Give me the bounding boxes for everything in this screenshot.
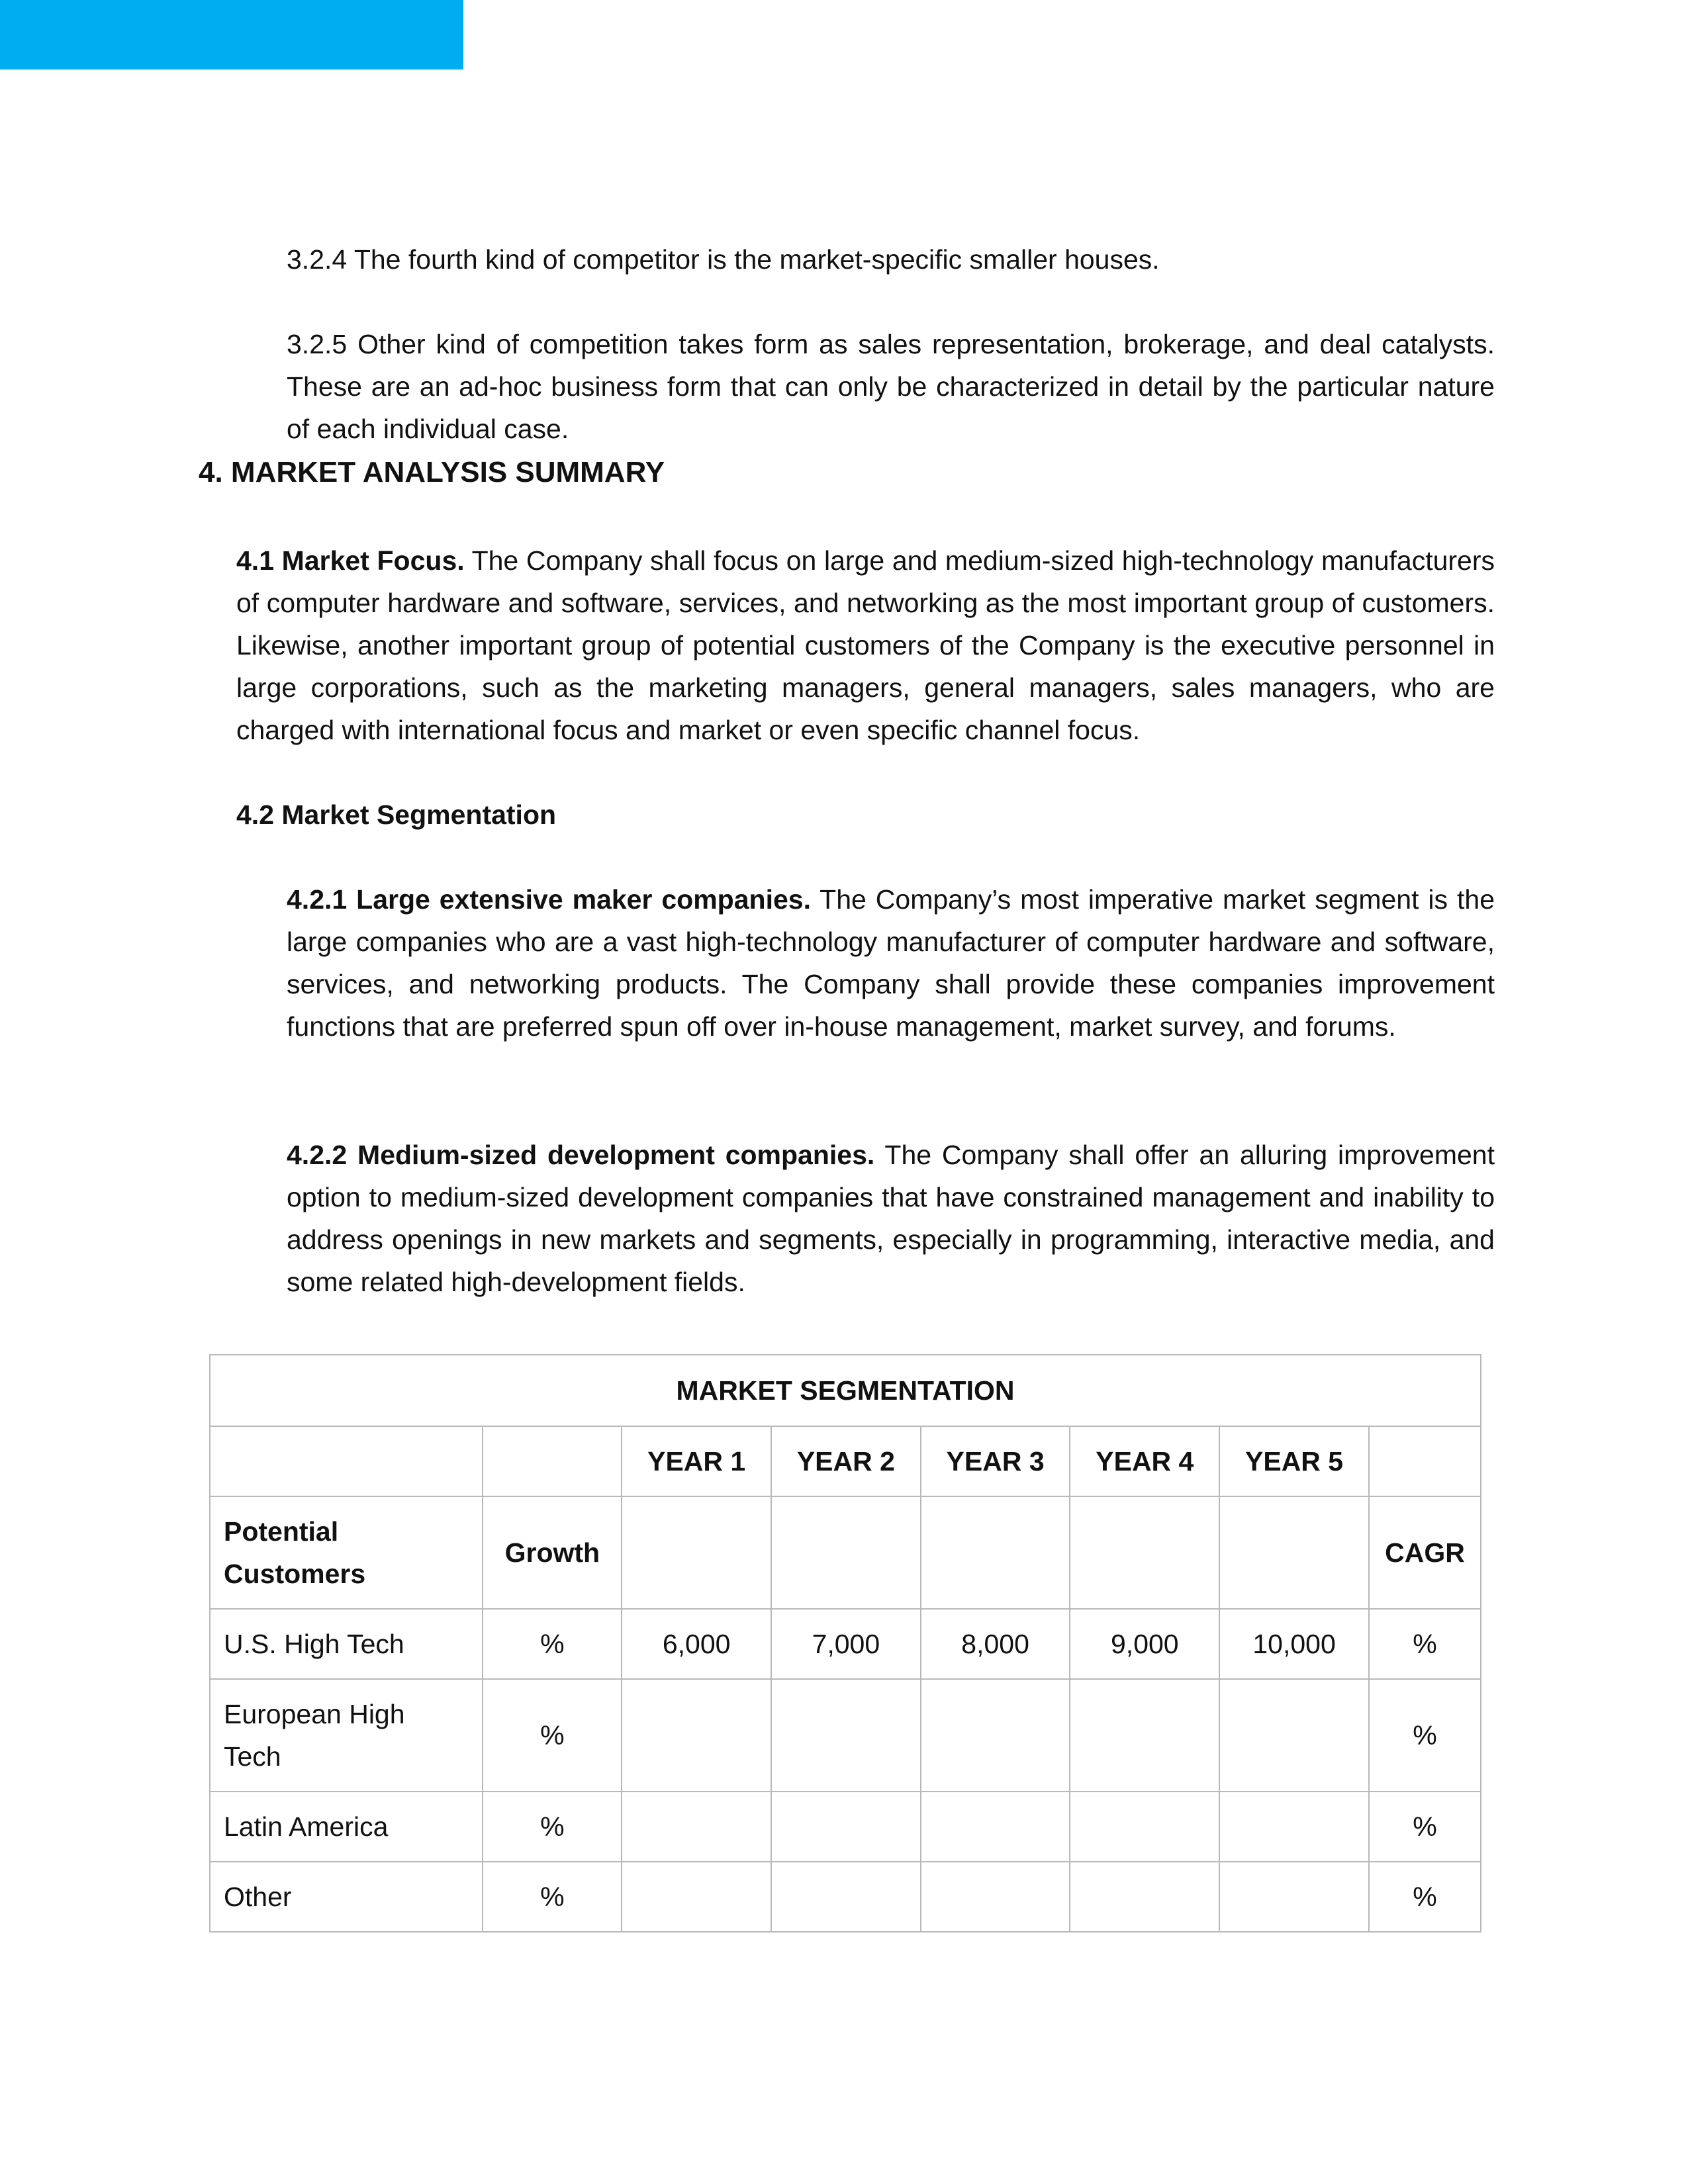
table-row bbox=[210, 1792, 1481, 1862]
table-title: MARKET SEGMENTATION bbox=[210, 1355, 1481, 1426]
paragraph-4-2-2-label: 4.2.2 Medium-sized development companies. bbox=[287, 1140, 875, 1170]
table-cell-cagr: % bbox=[1369, 1609, 1481, 1679]
table-cell-year-4 bbox=[1070, 1792, 1219, 1862]
table-empty-cell bbox=[921, 1496, 1070, 1609]
table-category-header-row bbox=[210, 1496, 1481, 1609]
table-cell-growth: % bbox=[483, 1679, 622, 1792]
table-header-cagr: CAGR bbox=[1369, 1496, 1481, 1609]
paragraph-4-2-2-text: The Company shall offer an alluring improvement option to medium-sized development companies that have constrained management and inability to address openings in new markets and segments, especially in programming, interactive media, and some related high-development fields. bbox=[287, 1140, 1495, 1297]
paragraph-4-2-1 bbox=[287, 878, 1495, 1048]
table-cell-growth: % bbox=[483, 1609, 622, 1679]
table-cell-name: Latin America bbox=[210, 1792, 483, 1862]
table-empty-cell bbox=[1070, 1496, 1219, 1609]
table-header-year-2: YEAR 2 bbox=[771, 1426, 921, 1496]
table-cell-cagr: % bbox=[1369, 1792, 1481, 1862]
section-heading-4: 4. MARKET ANALYSIS SUMMARY bbox=[199, 456, 665, 488]
table-cell-name: U.S. High Tech bbox=[210, 1609, 483, 1679]
table-cell-name: European High Tech bbox=[210, 1679, 483, 1792]
table-row bbox=[210, 1862, 1481, 1932]
table-cell-year-3 bbox=[921, 1862, 1070, 1932]
table-cell-year-2 bbox=[771, 1792, 921, 1862]
section-heading-4-2: 4.2 Market Segmentation bbox=[236, 799, 557, 830]
table-header-year-4: YEAR 4 bbox=[1070, 1426, 1219, 1496]
market-segmentation-table bbox=[209, 1354, 1481, 1933]
table-row bbox=[210, 1609, 1481, 1679]
table-cell-year-1 bbox=[622, 1679, 771, 1792]
paragraph-4-2-1-label: 4.2.1 Large extensive maker companies. bbox=[287, 884, 811, 915]
table-empty-cell bbox=[1369, 1426, 1481, 1496]
table-header-year-3: YEAR 3 bbox=[921, 1426, 1070, 1496]
header-accent-bar bbox=[0, 0, 463, 69]
table-cell-name: Other bbox=[210, 1862, 483, 1932]
table-header-growth: Growth bbox=[483, 1496, 622, 1609]
table-cell-year-1: 6,000 bbox=[622, 1609, 771, 1679]
table-empty-cell bbox=[1219, 1496, 1369, 1609]
table-cell-year-5 bbox=[1219, 1792, 1369, 1862]
table-cell-year-4 bbox=[1070, 1679, 1219, 1792]
paragraph-4-2-1-text: The Company’s most imperative market segment is the large companies who are a vast high-technology manufacturer of computer hardware and software, services, and networking products. The Company shall provide these companies improvement functions that are preferred spun off over in-house management, market survey, and forums. bbox=[287, 884, 1495, 1042]
table-empty-cell bbox=[771, 1496, 921, 1609]
table-cell-year-2 bbox=[771, 1862, 921, 1932]
table-cell-year-2 bbox=[771, 1679, 921, 1792]
paragraph-4-2-2 bbox=[287, 1134, 1495, 1303]
table-cell-year-5 bbox=[1219, 1862, 1369, 1932]
table-empty-cell bbox=[210, 1426, 483, 1496]
table-cell-growth: % bbox=[483, 1862, 622, 1932]
table-empty-cell bbox=[483, 1426, 622, 1496]
table-cell-cagr: % bbox=[1369, 1679, 1481, 1792]
table-cell-year-1 bbox=[622, 1792, 771, 1862]
table-cell-year-5: 10,000 bbox=[1219, 1609, 1369, 1679]
table-cell-year-4: 9,000 bbox=[1070, 1609, 1219, 1679]
table-year-header-row bbox=[210, 1426, 1481, 1496]
table-cell-year-2: 7,000 bbox=[771, 1609, 921, 1679]
table-header-year-5: YEAR 5 bbox=[1219, 1426, 1369, 1496]
table-empty-cell bbox=[622, 1496, 771, 1609]
paragraph-3-2-4: 3.2.4 The fourth kind of competitor is the market-specific smaller houses. bbox=[287, 244, 1160, 275]
table-header-year-1: YEAR 1 bbox=[622, 1426, 771, 1496]
table-row bbox=[210, 1679, 1481, 1792]
table-cell-year-3: 8,000 bbox=[921, 1609, 1070, 1679]
table-cell-year-3 bbox=[921, 1792, 1070, 1862]
table-cell-year-5 bbox=[1219, 1679, 1369, 1792]
paragraph-4-1 bbox=[236, 539, 1495, 751]
paragraph-4-1-label: 4.1 Market Focus. bbox=[236, 545, 465, 576]
table-cell-year-3 bbox=[921, 1679, 1070, 1792]
paragraph-3-2-5: 3.2.5 Other kind of competition takes form as sales representation, brokerage, and deal catalysts. These are an ad-hoc business form that can only be characterized in detail by the particular nature of each individual case. bbox=[287, 329, 1495, 444]
table-cell-year-4 bbox=[1070, 1862, 1219, 1932]
table-cell-cagr: % bbox=[1369, 1862, 1481, 1932]
table-cell-year-1 bbox=[622, 1862, 771, 1932]
table-header-potential-customers: Potential Customers bbox=[210, 1496, 483, 1609]
table-cell-growth: % bbox=[483, 1792, 622, 1862]
paragraph-4-1-text: The Company shall focus on large and medium-sized high-technology manufacturers of computer hardware and software, services, and networking as the most important group of customers. Likewise, another important group of potential customers of the Company is the executive personnel in large corporations, such as the marketing managers, general managers, sales managers, who are charged with international focus and market or even specific channel focus. bbox=[236, 545, 1495, 745]
